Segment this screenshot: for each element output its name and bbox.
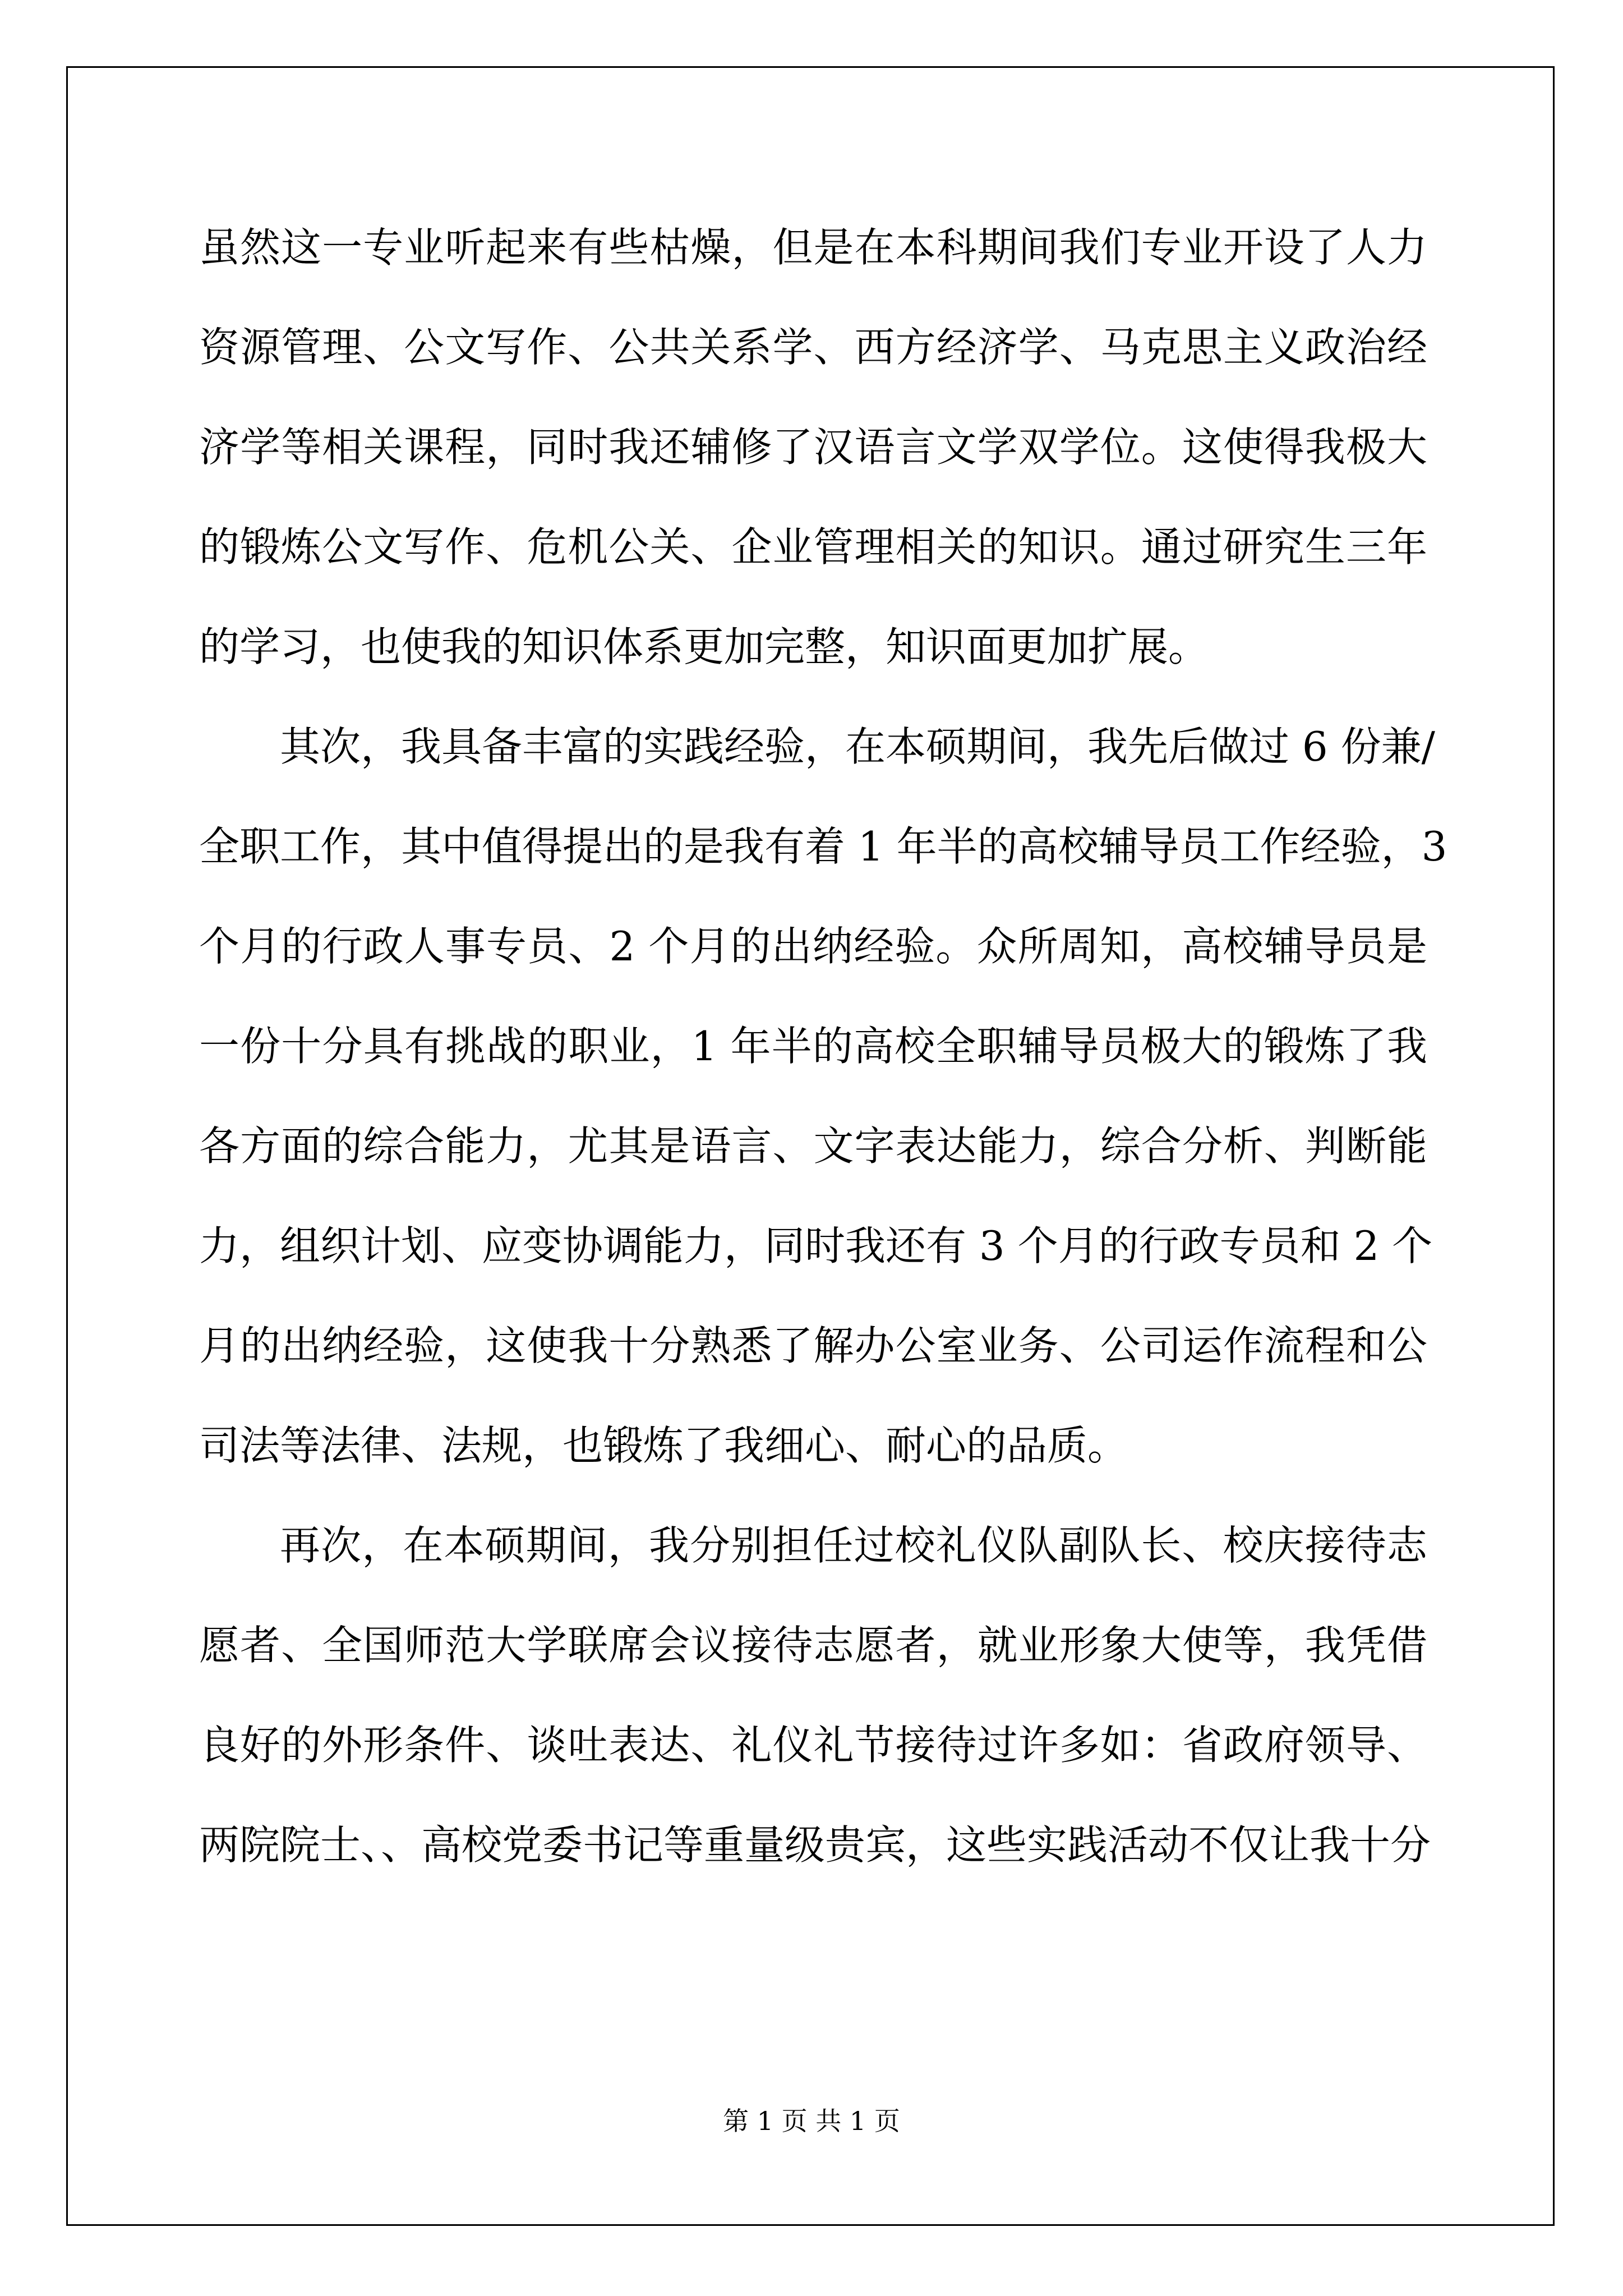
page-footer	[0, 2101, 1623, 2138]
text-line: 司法等法律、法规，也锻炼了我细心、耐心的品质。	[199, 1422, 1128, 1469]
text-line: 个月的行政人事专员、2 个月的出纳经验。众所周知，高校辅导员是	[199, 923, 1427, 970]
text-line: 良好的外形条件、谈吐表达、礼仪礼节接待过许多如：省政府领导、	[199, 1722, 1427, 1769]
text-line: 全职工作，其中值得提出的是我有着 1 年半的高校辅导员工作经验，3	[199, 823, 1447, 870]
text-line: 各方面的综合能力，尤其是语言、文字表达能力，综合分析、判断能	[199, 1122, 1427, 1170]
page-number: 第 1 页 共 1 页	[723, 2106, 900, 2136]
text-line: 其次，我具备丰富的实践经验，在本硕期间，我先后做过 6 份兼/	[280, 723, 1435, 770]
text-line: 月的出纳经验，这使我十分熟悉了解办公室业务、公司运作流程和公	[199, 1322, 1427, 1369]
text-line: 愿者、全国师范大学联席会议接待志愿者，就业形象大使等，我凭借	[199, 1622, 1427, 1669]
text-line: 再次，在本硕期间，我分别担任过校礼仪队副队长、校庆接待志	[280, 1522, 1427, 1569]
text-line: 的学习，也使我的知识体系更加完整，知识面更加扩展。	[199, 623, 1209, 670]
text-line: 力，组织计划、应变协调能力，同时我还有 3 个月的行政专员和 2 个	[199, 1222, 1433, 1269]
text-line: 一份十分具有挑战的职业，1 年半的高校全职辅导员极大的锻炼了我	[199, 1023, 1427, 1070]
text-line: 两院院士、、高校党委书记等重量级贵宾，这些实践活动不仅让我十分	[199, 1821, 1431, 1869]
text-line: 的锻炼公文写作、危机公关、企业管理相关的知识。通过研究生三年	[199, 523, 1427, 570]
document-body	[199, 197, 1447, 1895]
text-line: 资源管理、公文写作、公共关系学、西方经济学、马克思主义政治经	[199, 324, 1427, 371]
text-line: 虽然这一专业听起来有些枯燥，但是在本科期间我们专业开设了人力	[199, 224, 1427, 271]
text-line: 济学等相关课程，同时我还辅修了汉语言文学双学位。这使得我极大	[199, 424, 1427, 471]
